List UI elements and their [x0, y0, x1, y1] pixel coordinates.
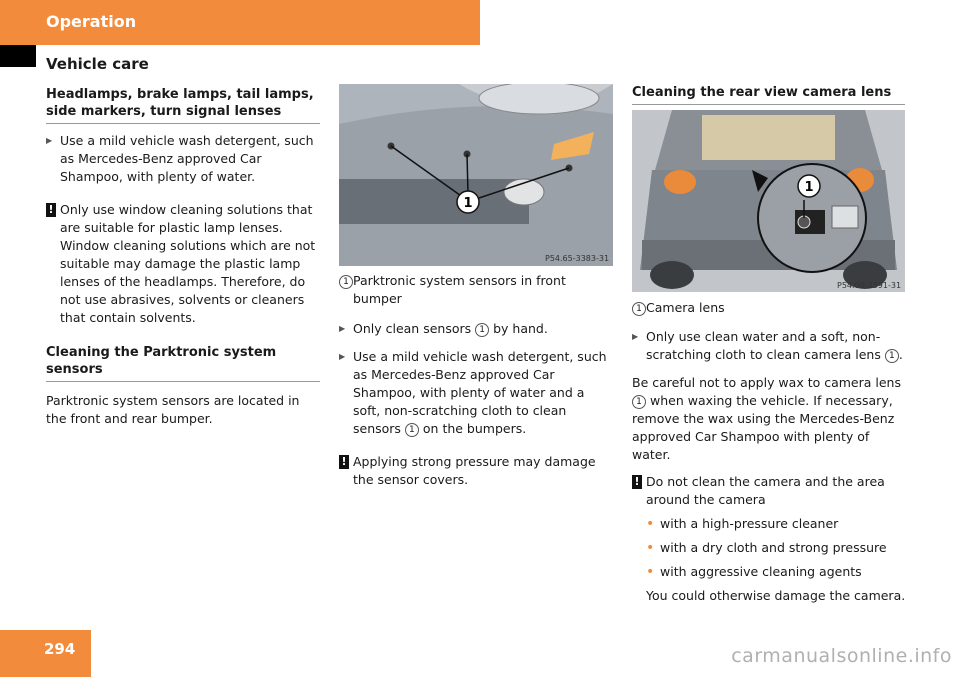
parktronic-para: Parktronic system sensors are located in the front and rear bumper.	[46, 393, 300, 426]
warning-icon: !	[339, 455, 349, 469]
section-title: Vehicle care	[46, 55, 149, 73]
callout-number: 1	[405, 423, 419, 437]
list-item: • with aggressive cleaning agents	[646, 563, 908, 581]
bullet-text: Use a mild vehicle wash detergent, such as Mercedes-Benz approved Car Shampoo, with plenty of water and a soft, non-scratching cloth to clean sensors	[353, 349, 607, 436]
front-bumper-illustration	[339, 84, 613, 266]
warning-icon: !	[46, 203, 56, 217]
warning-text: Applying strong pressure may damage the sensor covers.	[353, 454, 596, 487]
warning-lamp-lenses	[46, 201, 320, 327]
column-3-text	[632, 299, 908, 605]
column-1	[46, 86, 320, 428]
caption-front-sensors	[339, 272, 615, 308]
para-text: when waxing the vehicle. If necessary, remove the wax using the Mercedes-Benz approved Car Shampoo with plenty of water.	[632, 393, 895, 462]
list-item: • with a dry cloth and strong pressure	[646, 539, 908, 557]
column-2	[339, 272, 615, 489]
chapter-title: Operation	[46, 12, 137, 31]
bullet-wash-sensors	[339, 348, 615, 438]
figure-callout: 1	[804, 180, 814, 195]
section-marker	[0, 45, 36, 67]
para-text: Be careful not to apply wax to camera lens	[632, 375, 901, 390]
figure-code: P54.00-2591-31	[837, 281, 902, 290]
bullet-text: Only use clean water and a soft, non-scratching cloth to clean camera lens	[646, 329, 881, 362]
figure-rear-camera	[632, 110, 905, 292]
callout-number: 1	[475, 323, 489, 337]
figure-code: P54.65-3383-31	[545, 254, 610, 263]
callout-number: 1	[632, 302, 646, 316]
caption-text: Camera lens	[646, 300, 725, 315]
figure-callout: 1	[463, 196, 473, 211]
bullet-text: Only clean sensors	[353, 321, 472, 336]
warning-text: Do not clean the camera and the area around the camera	[646, 474, 885, 507]
heading-parktronic: Cleaning the Parktronic system sensors	[46, 344, 320, 382]
bullet-text: by hand.	[493, 321, 548, 336]
callout-number: 1	[632, 395, 646, 409]
caption-text: Parktronic system sensors in front bumper	[353, 273, 566, 306]
callout-number: 1	[885, 349, 899, 363]
heading-camera: Cleaning the rear view camera lens	[632, 84, 905, 105]
figure-front-bumper	[339, 84, 613, 266]
warning-text: Only use window cleaning solutions that are suitable for plastic lamp lenses. Window cleaning solutions which are not suitable may damage the plastic lamp lenses of the headlamps. Therefore, do not use abrasives, solvents or cleaners that contain solvents.	[60, 202, 316, 325]
warning-pressure	[339, 453, 615, 489]
warning-icon: !	[632, 475, 642, 489]
column-3	[632, 84, 905, 105]
warning-camera	[632, 473, 908, 605]
list-item: • with a high-pressure cleaner	[646, 515, 908, 533]
closing-text: You could otherwise damage the camera.	[646, 588, 906, 603]
bullet-detergent: ▶ Use a mild vehicle wash detergent, such as Mercedes-Benz approved Car Shampoo, with plenty of water.	[46, 132, 320, 186]
page-number: 294	[44, 640, 76, 658]
heading-headlamps: Headlamps, brake lamps, tail lamps, side markers, turn signal lenses	[46, 86, 320, 124]
callout-number: 1	[339, 275, 353, 289]
wax-para	[632, 374, 908, 464]
caption-camera-lens	[632, 299, 908, 317]
bullet-clean-by-hand	[339, 320, 615, 338]
watermark[interactable]: carmanualsonline.info	[731, 645, 952, 667]
rear-camera-illustration	[632, 110, 905, 292]
bullet-clean-lens: ▶ Only use clean water and a soft, non-scratching cloth to clean camera lens 1 .	[632, 328, 908, 364]
bullet-text: on the bumpers.	[422, 421, 527, 436]
